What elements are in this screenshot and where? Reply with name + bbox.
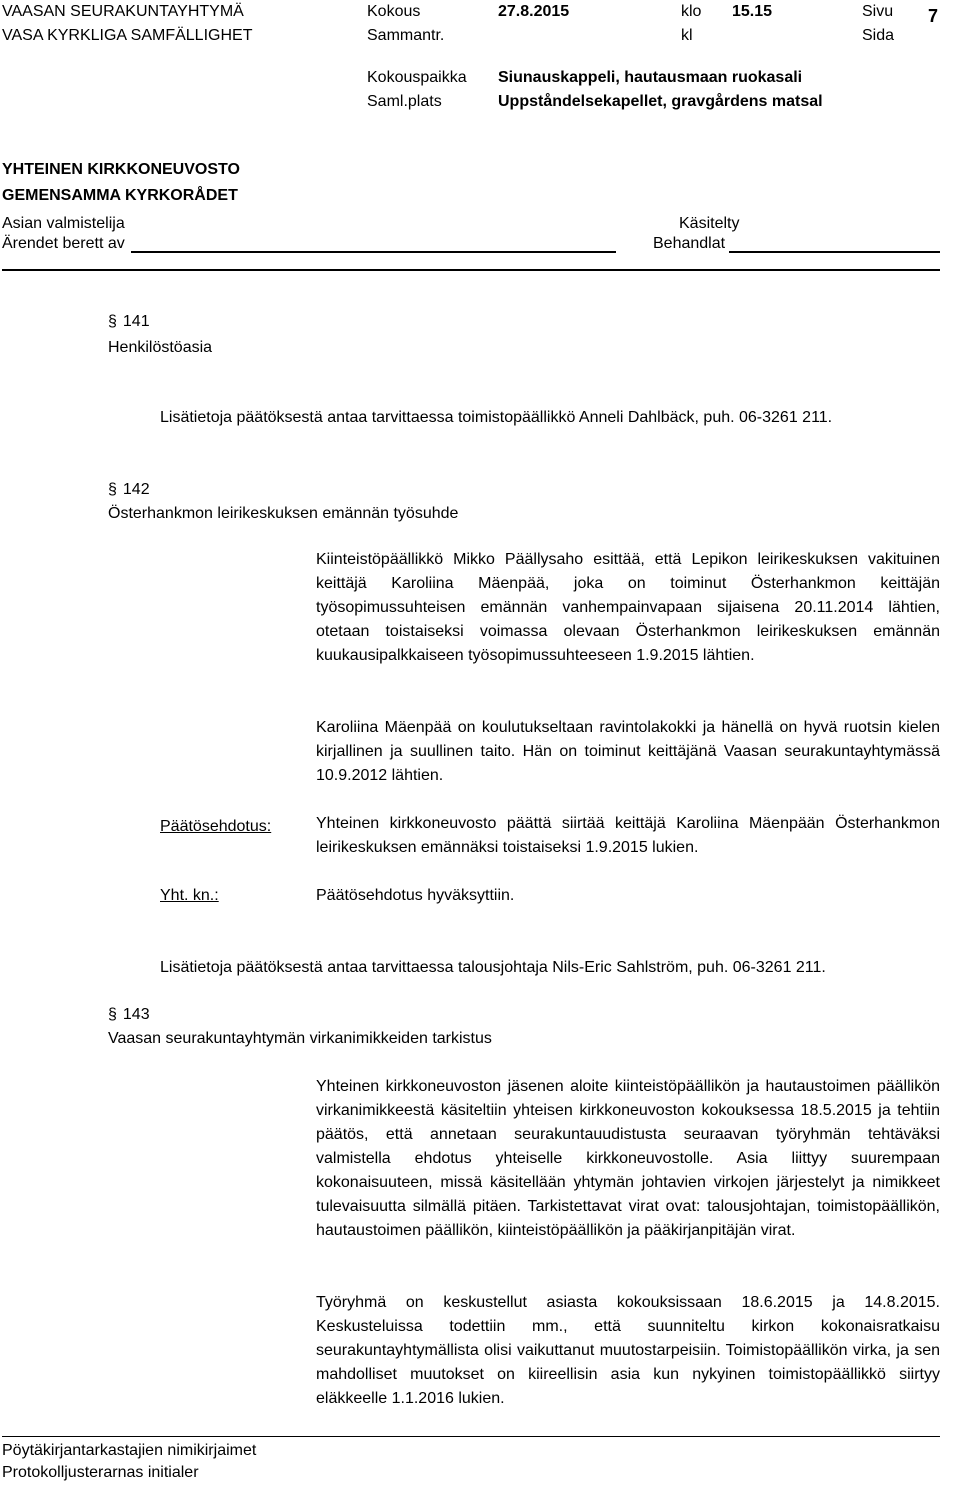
org-name-fi: VAASAN SEURAKUNTAYHTYMÄ (2, 3, 244, 20)
section-142-paragraph-2: Karoliina Mäenpää on koulutukseltaan ravintolakokki ja hänellä on hyvä ruotsin kielen kirjallinen ja suullinen taito. Hän on toiminut keittäjänä Vaasan seurakuntayhtymässä 10.9.2012 lähtien. (316, 719, 940, 784)
section-143-number-text: 143 (122, 1006, 150, 1023)
section-142-number: § 142 (108, 481, 150, 498)
org-name-sv: VASA KYRKLIGA SAMFÄLLIGHET (2, 27, 253, 44)
header-rule (2, 269, 940, 271)
place-label-fi: Kokouspaikka (367, 69, 467, 86)
place-fi: Siunauskappeli, hautausmaan ruokasali (498, 69, 803, 86)
section-142-number-text: 142 (122, 481, 150, 498)
page-label-fi: Sivu (862, 3, 894, 20)
meeting-date: 27.8.2015 (498, 3, 570, 20)
section-141-info: Lisätietoja päätöksestä antaa tarvittaessa toimistopäällikkö Anneli Dahlbäck, puh. 06-3261 211. (160, 409, 833, 426)
place-sv: Uppståndelsekapellet, gravgårdens matsal (498, 93, 823, 110)
prepared-by-line (131, 251, 616, 253)
body-name-fi: YHTEINEN KIRKKONEUVOSTO (2, 161, 240, 178)
proposal-label: Päätösehdotus: (160, 818, 272, 835)
handled-label-fi: Käsitelty (679, 215, 740, 232)
footer-initials-sv: Protokolljusterarnas initialer (2, 1464, 199, 1481)
section-142-paragraph-1: Kiinteistöpäällikkö Mikko Päällysaho esittää, että Lepikon leirikeskuksen vakituinen keittäjä Karoliina Mäenpää, joka on toiminut Österhankmon keittäjän työsopimussuhteisen emännän vanhempainvapaan sijaisena 20.11.2014 lähtien, otetaan toistaiseksi voimassa olevaan Österhankmon leirikeskuksen emännän kuukausipalkkaiseen työsopimussuhteeseen 1.9.2015 lähtien. (316, 551, 940, 664)
section-142-title: Österhankmon leirikeskuksen emännän työsuhde (108, 505, 459, 522)
decision-text: Päätösehdotus hyväksyttiin. (316, 887, 515, 904)
section-142-info: Lisätietoja päätöksestä antaa tarvittaessa talousjohtaja Nils-Eric Sahlström, puh. 06-3261 211. (160, 959, 826, 976)
footer-rule (2, 1436, 940, 1437)
prepared-by-label-sv: Ärendet berett av (2, 235, 125, 252)
handled-label-sv: Behandlat (653, 235, 726, 252)
handled-line (729, 251, 940, 253)
body-name-sv: GEMENSAMMA KYRKORÅDET (2, 187, 238, 204)
section-143-number: § 143 (108, 1006, 150, 1023)
section-141-title: Henkilöstöasia (108, 339, 213, 356)
prepared-by-label-fi: Asian valmistelija (2, 215, 125, 232)
section-141-number: § 141 (108, 313, 150, 330)
proposal-text: Yhteinen kirkkoneuvosto päättä siirtää keittäjä Karoliina Mäenpään Österhankmon leirikeskuksen emännäksi toistaiseksi 1.9.2015 lukien. (316, 815, 940, 856)
time-label-sv: kl (681, 27, 693, 44)
section-143-paragraph-2: Työryhmä on keskustellut asiasta kokouksissaan 18.6.2015 ja 14.8.2015. Keskusteluissa todettiin mm., että suunniteltu kirkon kokonaisratkaisu seurakuntayhtymällista olisi vaikuttanut muutostarpeisiin. Toimistopäällikön virka, ja sen mahdolliset muutokset on kiireellisin asia kun nykyinen toimistopäällikkö siirtyy eläkkeelle 1.1.2016 lukien. (316, 1294, 940, 1407)
section-143-title: Vaasan seurakuntayhtymän virkanimikkeiden tarkistus (108, 1030, 492, 1047)
page-number: 7 (928, 6, 939, 26)
section-141-number-text: 141 (122, 313, 150, 330)
meeting-label-fi: Kokous (367, 3, 421, 20)
meeting-time: 15.15 (732, 3, 773, 20)
footer-initials-fi: Pöytäkirjantarkastajien nimikirjaimet (2, 1442, 257, 1459)
time-label-fi: klo (681, 3, 702, 20)
decision-label: Yht. kn.: (160, 887, 219, 904)
page-label-sv: Sida (862, 27, 895, 44)
section-143-paragraph-1: Yhteinen kirkkoneuvoston jäsenen aloite kiinteistöpäällikön ja hautaustoimen päällikön virkanimikkeestä käsiteltiin yhteisen kirkkoneuvoston kokouksessa 18.5.2015 ja tehtiin päätös, että annetaan seurakuntauudistusta seuraavan työryhmän tehtäväksi valmistella ehdotus yhteiselle kirkkoneuvostolle. Asia liittyy suurempaan kokonaisuuteen, missä käsitellään yhtymän johtavien virkojen järjestelyt ja nimikkeet tulevaisuutta silmällä pitäen. Tarkistettavat virat ovat: talousjohtajan, toimistopäällikön, hautaustoimen päällikön, kiinteistöpäällikön ja pääkirjanpitäjän virat. (316, 1078, 940, 1239)
meeting-label-sv: Sammantr. (367, 27, 445, 44)
place-label-sv: Saml.plats (367, 93, 442, 110)
